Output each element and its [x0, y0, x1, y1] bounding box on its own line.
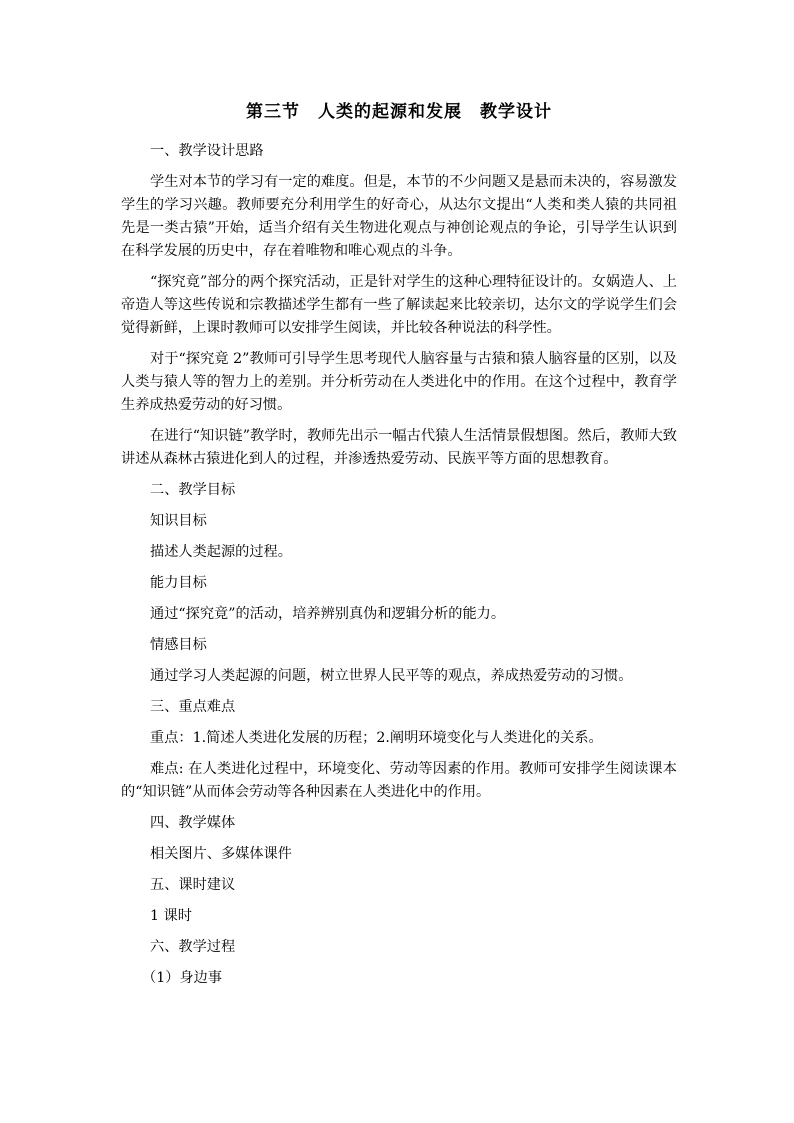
document-body — [121, 100, 677, 998]
paragraph: 对于“探究竟 2”教师可引导学生思考现代人脑容量与古猿和猿人脑容量的区别，以及人类与猿人等的智力上的差别。并分析劳动在人类进化中的作用。在这个过程中，教育学生养成热爱劳动的好习惯。 — [121, 351, 677, 413]
paragraph: “探究竟”部分的两个探究活动，正是针对学生的这种心理特征设计的。女娲造人、上帝造人等这些传说和宗教描述学生都有一些了解读起来比较亲切，达尔文的学说学生们会觉得新鲜，上课时教师可以安排学生阅读，并比较各种说法的科学性。 — [121, 274, 677, 336]
section-heading-process: 六、教学过程 — [150, 939, 236, 955]
objective-label-ability: 能力目标 — [150, 575, 207, 591]
section-heading-key-points: 三、重点难点 — [150, 699, 236, 715]
section-heading-design-ideas: 一、教学设计思路 — [150, 143, 264, 159]
page-title: 第三节 人类的起源和发展 教学设计 — [246, 102, 552, 122]
class-hours-text: 1 课时 — [150, 908, 192, 924]
paragraph: 在进行“知识链”教学时，教师先出示一幅古代猿人生活情景假想图。然后，教师大致讲述从森林古猿进化到人的过程，并渗透热爱劳动、民族平等方面的思想教育。 — [121, 428, 677, 467]
section-heading-class-hours: 五、课时建议 — [150, 877, 236, 893]
paragraph: 学生对本节的学习有一定的难度。但是，本节的不少问题又是悬而未决的，容易激发学生的学习兴趣。教师要充分利用学生的好奇心，从达尔文提出“人类和类人猿的共同祖先是一类古猿”开始，适当介绍有关生物进化观点与神创论观点的争论，引导学生认识到在科学发展的历史中，存在着唯物和唯心观点的斗争。 — [121, 174, 677, 259]
paragraph-key-point: 重点：1.简述人类进化发展的历程；2.阐明环境变化与人类进化的关系。 — [150, 730, 603, 746]
media-text: 相关图片、多媒体课件 — [150, 846, 292, 862]
objective-label-knowledge: 知识目标 — [150, 513, 207, 529]
objective-text-knowledge: 描述人类起源的过程。 — [150, 544, 292, 560]
process-item: （1）身边事 — [142, 970, 222, 986]
section-heading-media: 四、教学媒体 — [150, 815, 236, 831]
section-heading-objectives: 二、教学目标 — [150, 482, 236, 498]
paragraph-difficulty: 难点: 在人类进化过程中，环境变化、劳动等因素的作用。教师可安排学生阅读课本的“知识链”从而体会劳动等各种因素在人类进化中的作用。 — [121, 761, 677, 800]
objective-text-ability: 通过“探究竟”的活动，培养辨别真伪和逻辑分析的能力。 — [150, 606, 506, 622]
objective-label-emotion: 情感目标 — [150, 637, 207, 653]
objective-text-emotion: 通过学习人类起源的问题，树立世界人民平等的观点，养成热爱劳动的习惯。 — [150, 668, 633, 684]
